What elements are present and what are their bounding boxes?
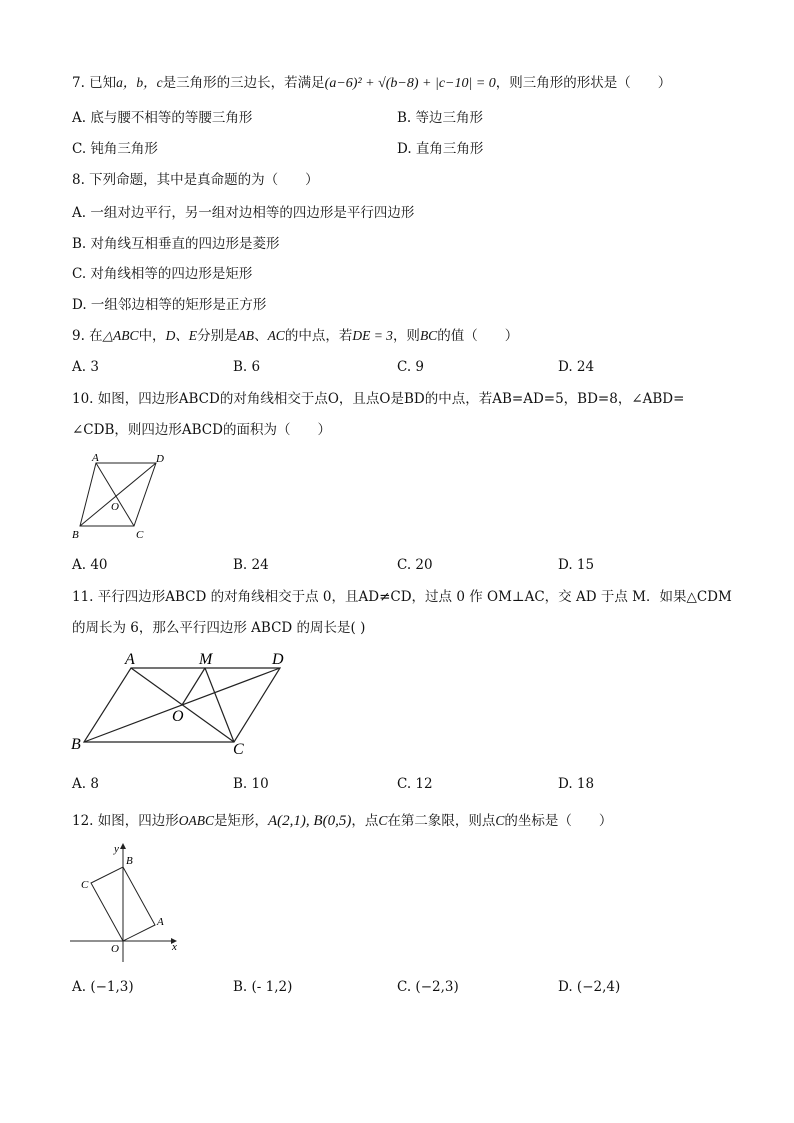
q10-stem-line1: 10. 如图，四边形ABCD的对角线相交于点O，且点O是BD的中点，若AB=AD=5，BD=8，∠ABD= xyxy=(72,391,685,407)
q9-option-a[interactable]: A. 3 xyxy=(72,359,99,375)
q9-option-b[interactable]: B. 6 xyxy=(233,359,261,375)
q7-option-c[interactable]: C. 钝角三角形 xyxy=(72,141,158,157)
q12-option-d[interactable]: D. (−2,4) xyxy=(558,979,621,995)
q10-option-a[interactable]: A. 40 xyxy=(72,557,108,573)
q8-option-d[interactable]: D. 一组邻边相等的矩形是正方形 xyxy=(72,297,267,313)
q9-condition: DE = 3 xyxy=(352,328,393,343)
q8-option-c[interactable]: C. 对角线相等的四边形是矩形 xyxy=(72,266,253,282)
q12-label-o: O xyxy=(111,943,119,955)
q7-stem xyxy=(72,74,671,93)
q12-text-a: 是矩形， xyxy=(214,813,269,829)
q12-option-c[interactable]: C. (−2,3) xyxy=(397,979,459,995)
q12-points: A(2,1), B(0,5) xyxy=(268,813,352,829)
q11-option-b[interactable]: B. 10 xyxy=(233,776,269,792)
q10-diagonal-ac xyxy=(96,463,134,526)
q12-number-text: 12. 如图，四边形 xyxy=(72,813,179,829)
q11-stem-line2: 的周长为 6，那么平行四边形 ABCD 的周长是( ) xyxy=(72,620,366,636)
q12-text-d: 的坐标是（ ） xyxy=(504,813,613,829)
q11-segment-om xyxy=(182,668,205,705)
q12-stem xyxy=(72,812,612,830)
q11-label-d: D xyxy=(272,651,284,668)
q9-text-b: 分别是 xyxy=(197,328,238,344)
q12-c2: C xyxy=(495,813,505,828)
q10-stem-line2: ∠CDB，则四边形ABCD的面积为（ ） xyxy=(72,422,331,438)
q9-option-d[interactable]: D. 24 xyxy=(558,359,595,375)
q7-vars: a，b，c xyxy=(116,75,163,90)
q12-text-b: ，点 xyxy=(351,813,379,829)
q8-option-b[interactable]: B. 对角线互相垂直的四边形是菱形 xyxy=(72,236,280,252)
q9-number-text: 9. 在 xyxy=(72,328,103,344)
q9-stem xyxy=(72,327,518,345)
q12-text-c: 在第二象限，则点 xyxy=(387,813,496,829)
q9-ab: AB xyxy=(237,328,255,343)
q11-label-b: B xyxy=(71,736,81,753)
q12-c: C xyxy=(378,813,388,828)
q9-de: D、E xyxy=(165,328,198,343)
q10-label-a: A xyxy=(92,452,99,464)
q7-number-text: 7. 已知 xyxy=(72,75,117,91)
q8-option-a[interactable]: A. 一组对边平行，另一组对边相等的四边形是平行四边形 xyxy=(72,205,415,221)
q9-bc: BC xyxy=(419,328,438,343)
q9-text-c: 、 xyxy=(254,328,268,344)
q10-figure xyxy=(70,450,180,546)
q11-stem-line1: 11. 平行四边形ABCD 的对角线相交于点 0，且AD≠CD，过点 0 作 OM⊥AC，交 AD 于点 M．如果△CDM xyxy=(72,589,732,605)
q12-option-b[interactable]: B. (- 1,2) xyxy=(233,979,293,995)
q9-ac: AC xyxy=(267,328,285,343)
q8-stem: 8. 下列命题，其中是真命题的为（ ） xyxy=(72,172,319,188)
q7-equation: (a−6)² + √(b−8) + |c−10| = 0 xyxy=(324,76,496,91)
q12-label-c: C xyxy=(81,879,89,891)
q11-option-a[interactable]: A. 8 xyxy=(72,776,99,792)
q7-stem-mid: 是三角形的三边长，若满足 xyxy=(162,75,325,91)
q10-option-b[interactable]: B. 24 xyxy=(233,557,269,573)
q7-option-d[interactable]: D. 直角三角形 xyxy=(397,141,484,157)
q9-text-d: 的中点，若 xyxy=(284,328,353,344)
q11-label-c: C xyxy=(233,741,244,758)
q11-label-m: M xyxy=(199,651,213,668)
q9-text-e: ，则 xyxy=(392,328,420,344)
q10-label-d: D xyxy=(156,453,164,465)
q11-figure xyxy=(68,648,298,760)
q12-label-y: y xyxy=(114,843,119,855)
q10-label-b: B xyxy=(72,529,79,541)
q10-label-c: C xyxy=(136,529,144,541)
q9-option-c[interactable]: C. 9 xyxy=(397,359,425,375)
q9-text-a: 中， xyxy=(138,328,166,344)
q12-figure xyxy=(68,838,186,962)
q10-option-c[interactable]: C. 20 xyxy=(397,557,433,573)
q11-label-o: O xyxy=(172,708,184,725)
q7-stem-post: ，则三角形的形状是（ ） xyxy=(495,75,672,91)
q7-option-b[interactable]: B. 等边三角形 xyxy=(397,110,484,126)
q11-option-d[interactable]: D. 18 xyxy=(558,776,595,792)
q9-triangle: △ABC xyxy=(102,328,139,343)
q12-option-a[interactable]: A. (−1,3) xyxy=(72,979,134,995)
q7-option-a[interactable]: A. 底与腰不相等的等腰三角形 xyxy=(72,110,253,126)
q12-label-b: B xyxy=(126,855,133,867)
q12-label-x: x xyxy=(172,941,177,953)
q11-option-c[interactable]: C. 12 xyxy=(397,776,433,792)
q10-option-d[interactable]: D. 15 xyxy=(558,557,595,573)
q11-label-a: A xyxy=(125,651,135,668)
q12-label-a: A xyxy=(157,916,164,928)
q12-oabc: OABC xyxy=(178,813,215,828)
q9-text-f: 的值（ ） xyxy=(437,328,519,344)
q10-label-o: O xyxy=(111,501,119,513)
